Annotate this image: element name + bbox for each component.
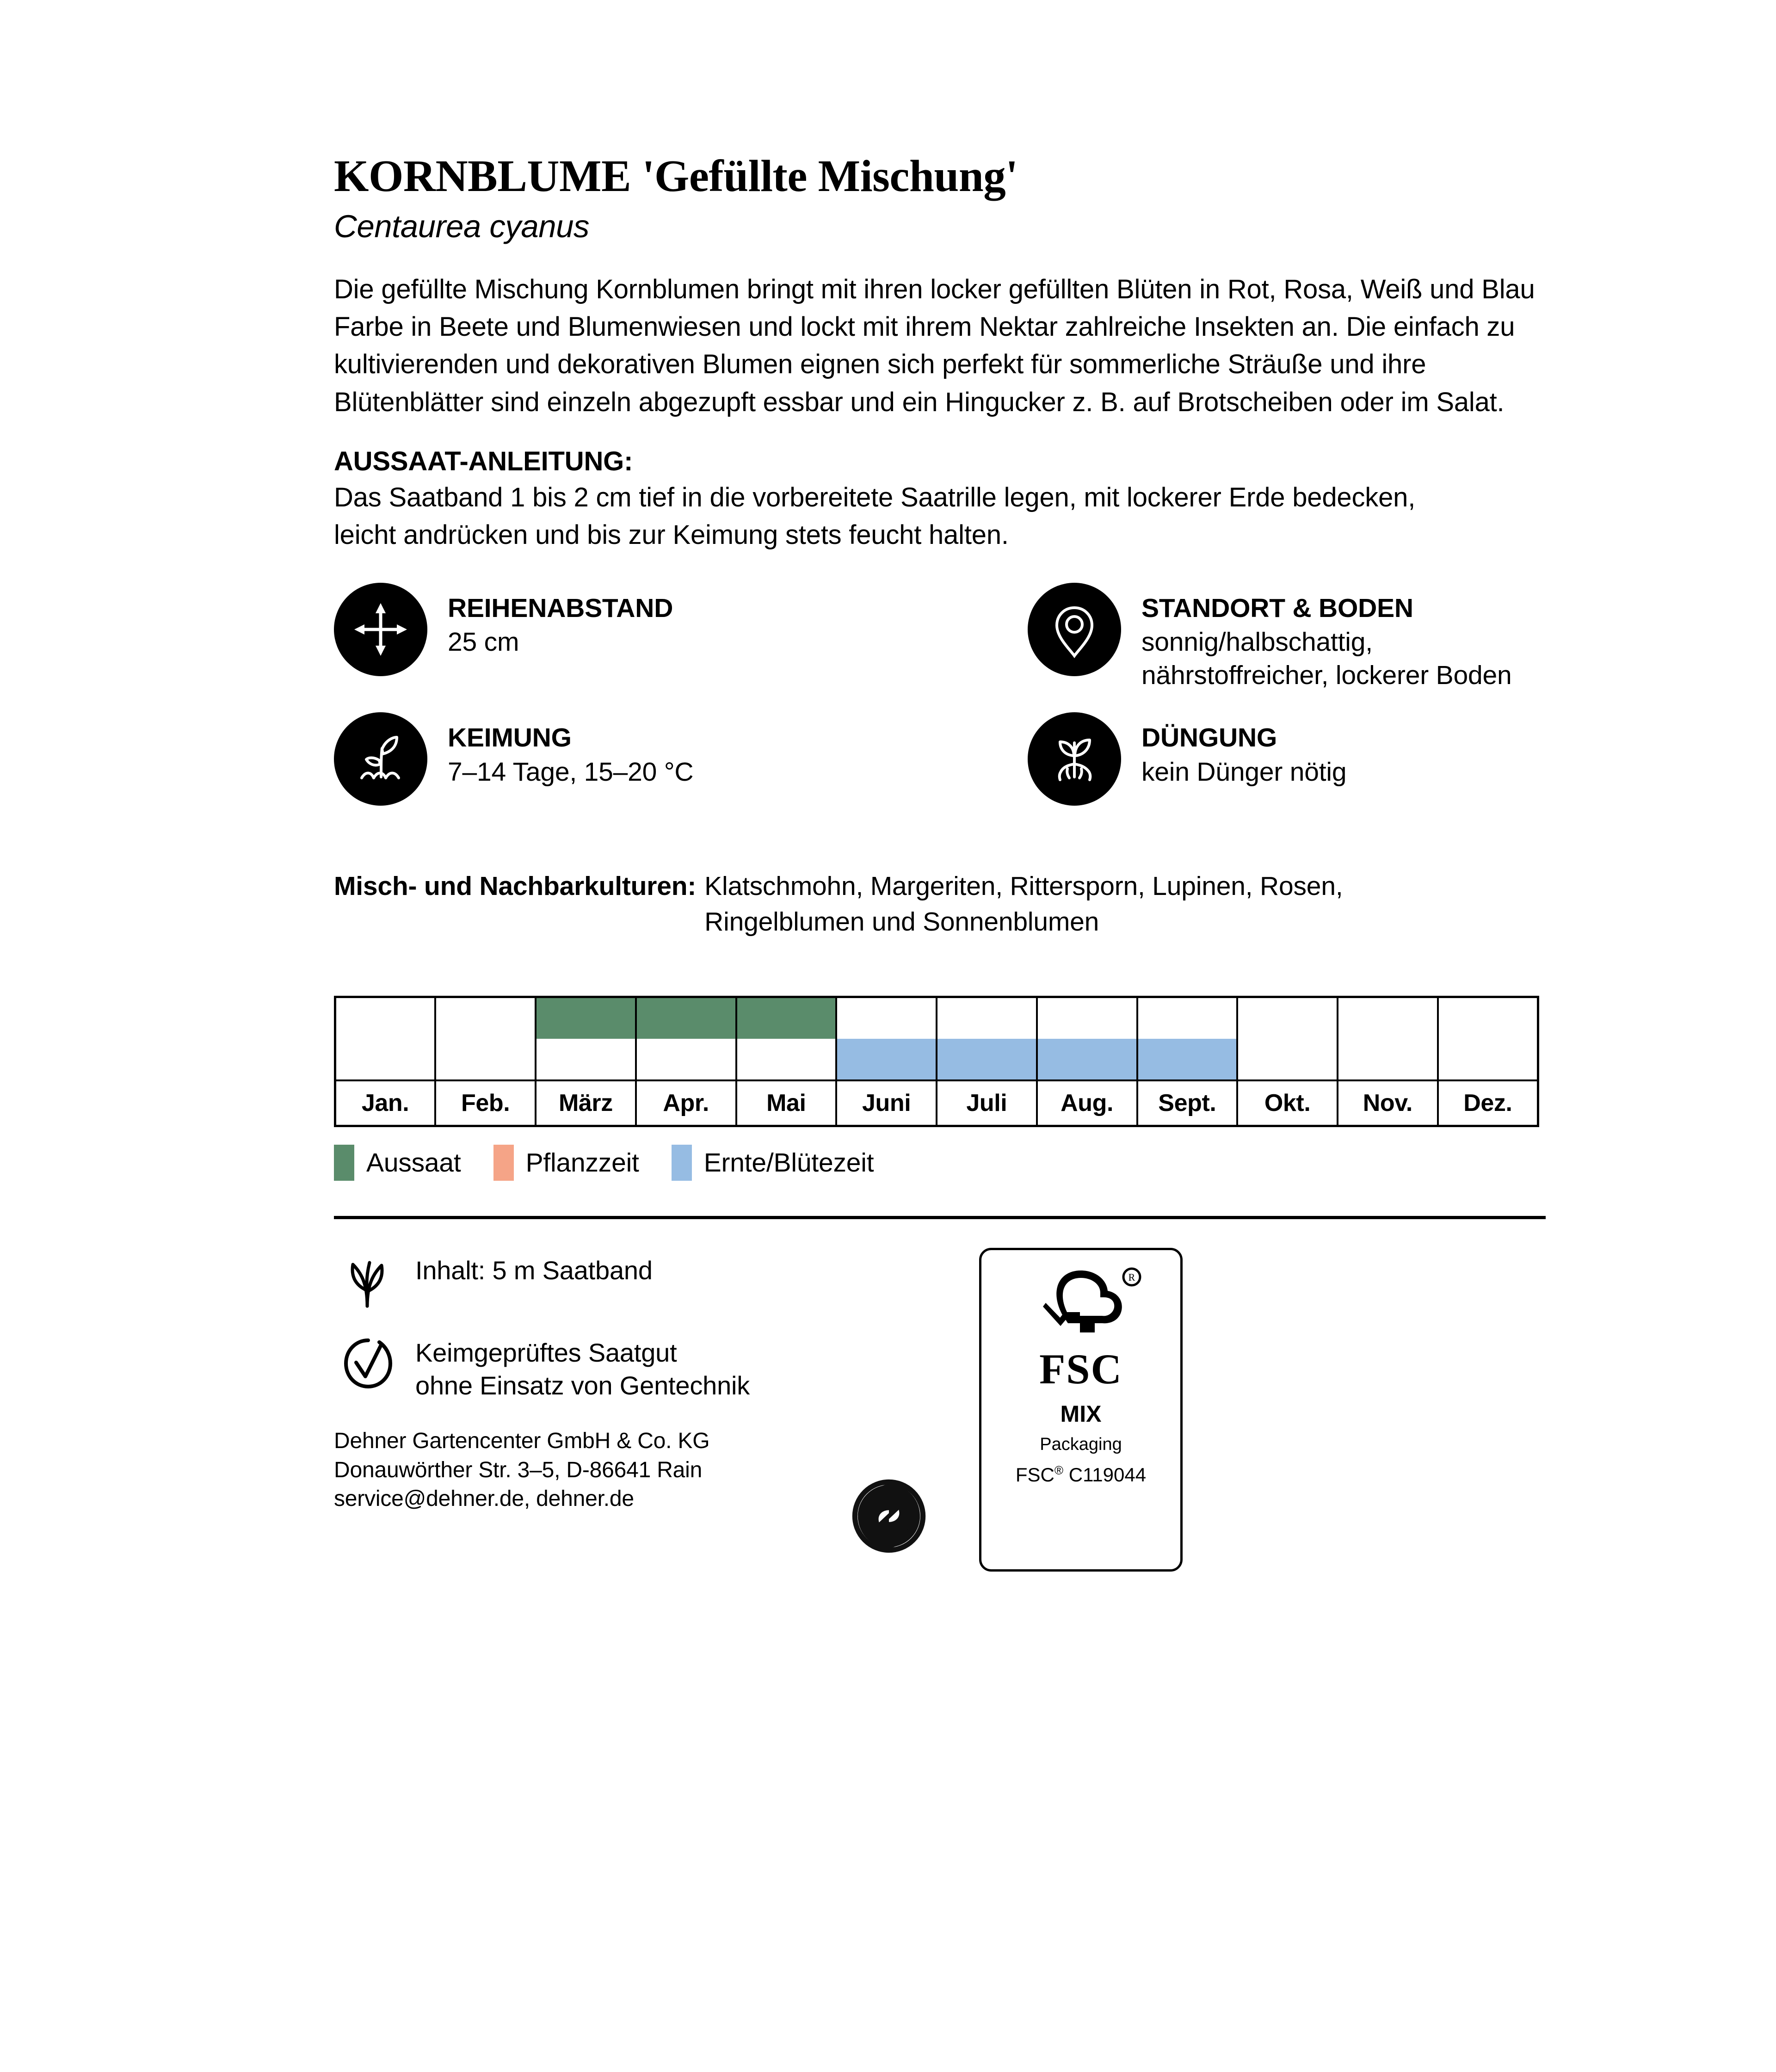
fsc-mix-label: MIX xyxy=(1060,1401,1102,1427)
sowing-instructions xyxy=(334,444,1546,554)
info-item-fertilization xyxy=(1028,712,1546,806)
calendar-month-label: Mai xyxy=(736,1080,837,1126)
calendar-month-label: Jan. xyxy=(335,1080,436,1126)
calendar-bar-ernte-bl-tezeit xyxy=(1138,1039,1237,1079)
fsc-code-prefix: FSC xyxy=(1015,1464,1054,1486)
legend-swatch xyxy=(672,1145,692,1181)
calendar-bar-cell xyxy=(1237,997,1338,1081)
quality-line-1: Keimgeprüftes Saatgut xyxy=(415,1338,677,1368)
info-value: sonnig/halbschattig, nährstoffreicher, lockerer Boden xyxy=(1141,627,1512,690)
info-text xyxy=(1141,712,1346,789)
sowing-text: Das Saatband 1 bis 2 cm tief in die vorbereitete Saatrille legen, mit lockerer Erde bedecken, leicht andrücken und bis zur Keimung stets feucht halten. xyxy=(334,482,1416,550)
cultivar-name: 'Gefüllte Mischung' xyxy=(642,151,1018,201)
companion-plants-label: Misch- und Nachbarkulturen: xyxy=(334,871,697,901)
calendar-month-label: Juli xyxy=(937,1080,1037,1126)
address-line-contact: service@dehner.de, dehner.de xyxy=(334,1486,634,1511)
info-item-location-soil xyxy=(1028,583,1546,692)
fsc-certification-logo xyxy=(979,1248,1183,1572)
calendar-bar-aussaat xyxy=(536,998,635,1039)
check-circle-icon xyxy=(334,1330,403,1392)
legend-item xyxy=(334,1145,461,1181)
calendar-bar-cell xyxy=(335,997,436,1081)
calendar-bar-aussaat xyxy=(737,998,836,1039)
calendar-legend xyxy=(334,1145,1546,1181)
calendar-bar-cell xyxy=(536,997,636,1081)
calendar-bar-cell xyxy=(736,997,837,1081)
legend-label: Aussaat xyxy=(366,1147,461,1178)
fsc-license-code xyxy=(1016,1464,1146,1485)
info-title: DÜNGUNG xyxy=(1141,723,1277,753)
calendar-bar-cell xyxy=(1338,997,1438,1081)
legend-swatch xyxy=(493,1145,514,1181)
calendar-bar-cell xyxy=(636,997,736,1081)
legend-label: Pflanzzeit xyxy=(525,1147,639,1178)
four-way-arrow-icon xyxy=(334,583,427,676)
fsc-tree-check-icon xyxy=(1016,1260,1146,1350)
info-item-row-spacing xyxy=(334,583,1028,692)
info-text xyxy=(448,583,673,659)
green-dot-recycling-icon xyxy=(852,1479,926,1555)
calendar-bar-cell xyxy=(1037,997,1137,1081)
calendar-month-label: Okt. xyxy=(1237,1080,1338,1126)
calendar-month-label: Feb. xyxy=(435,1080,536,1126)
calendar-month-label: Apr. xyxy=(636,1080,736,1126)
content-amount xyxy=(334,1248,935,1310)
calendar-month-label: Juni xyxy=(836,1080,937,1126)
legend-swatch xyxy=(334,1145,354,1181)
sowing-calendar xyxy=(334,996,1539,1127)
info-item-germination xyxy=(334,712,1028,806)
legend-item xyxy=(493,1145,639,1181)
info-text xyxy=(1141,583,1546,692)
companion-plants xyxy=(334,869,1546,939)
calendar-bar-ernte-bl-tezeit xyxy=(937,1039,1036,1079)
plant-roots-icon xyxy=(1028,712,1121,806)
growing-info-row xyxy=(334,712,1546,806)
info-value: 25 cm xyxy=(448,627,519,657)
company-address xyxy=(334,1427,935,1513)
location-pin-icon xyxy=(1028,583,1121,676)
info-title: REIHENABSTAND xyxy=(448,593,673,623)
calendar-bar-ernte-bl-tezeit xyxy=(837,1039,936,1079)
fsc-wordmark: FSC xyxy=(1039,1345,1122,1393)
address-line-company: Dehner Gartencenter GmbH & Co. KG xyxy=(334,1429,710,1454)
label-content xyxy=(334,153,1546,1572)
page-title xyxy=(334,153,1546,200)
content-amount-text: Inhalt: 5 m Saatband xyxy=(415,1256,653,1285)
calendar-bar-row xyxy=(335,997,1538,1081)
botanical-name: Centaurea cyanus xyxy=(334,208,590,244)
calendar-bar-cell xyxy=(435,997,536,1081)
info-text xyxy=(448,712,693,789)
fsc-registered-mark: ® xyxy=(1054,1463,1064,1478)
legend-item xyxy=(672,1145,874,1181)
fsc-packaging-label: Packaging xyxy=(1040,1435,1122,1455)
calendar-month-label: März xyxy=(536,1080,636,1126)
svg-text:R: R xyxy=(1128,1271,1135,1283)
calendar-label-row xyxy=(335,1080,1538,1126)
companion-plants-value: Klatschmohn, Margeriten, Rittersporn, Lupinen, Rosen, Ringelblumen und Sonnenblumen xyxy=(704,871,1343,937)
calendar-month-label: Dez. xyxy=(1438,1080,1538,1126)
footer xyxy=(334,1248,1546,1572)
calendar-month-label: Aug. xyxy=(1037,1080,1137,1126)
growing-info-grid xyxy=(334,583,1546,806)
calendar-bar-cell xyxy=(1137,997,1238,1081)
calendar-bar-ernte-bl-tezeit xyxy=(1038,1039,1136,1079)
quality-guarantee-text xyxy=(415,1330,750,1402)
calendar-bar-cell xyxy=(836,997,937,1081)
info-value: kein Dünger nötig xyxy=(1141,757,1347,787)
quality-guarantee xyxy=(334,1330,935,1402)
calendar-bar-cell xyxy=(1438,997,1538,1081)
footer-left-column xyxy=(334,1248,935,1513)
calendar-bar-cell xyxy=(937,997,1037,1081)
calendar-bar-aussaat xyxy=(637,998,735,1039)
product-description: Die gefüllte Mischung Kornblumen bringt mit ihren locker gefüllten Blüten in Rot, Rosa, Weiß und Blau Farbe in Beete und Blumenwiesen und lockt mit ihrem Nektar zahlreiche Insekten an. Die einfach zu kultivierenden und dekorativen Blumen eignen sich perfekt für sommerliche Sträuße und ihre Blütenblätter sind einzeln abgezupft essbar und ein Hingucker z. B. auf Brotscheiben oder im Salat. xyxy=(334,274,1535,417)
info-title: STANDORT & BODEN xyxy=(1141,593,1413,623)
quality-line-2: ohne Einsatz von Gentechnik xyxy=(415,1370,750,1400)
calendar-month-label: Nov. xyxy=(1338,1080,1438,1126)
growing-info-row xyxy=(334,583,1546,692)
fsc-code-number: C119044 xyxy=(1068,1464,1147,1486)
info-title: KEIMUNG xyxy=(448,723,572,753)
calendar-month-label: Sept. xyxy=(1137,1080,1238,1126)
legend-label: Ernte/Blütezeit xyxy=(703,1147,874,1178)
seedling-icon xyxy=(334,712,427,806)
seed-tape-leaf-icon xyxy=(334,1248,403,1310)
section-divider xyxy=(334,1216,1546,1219)
common-name: KORNBLUME xyxy=(334,151,631,201)
sowing-heading: AUSSAAT-ANLEITUNG: xyxy=(334,446,633,476)
info-value: 7–14 Tage, 15–20 °C xyxy=(448,757,694,787)
address-line-street: Donauwörther Str. 3–5, D-86641 Rain xyxy=(334,1457,703,1482)
